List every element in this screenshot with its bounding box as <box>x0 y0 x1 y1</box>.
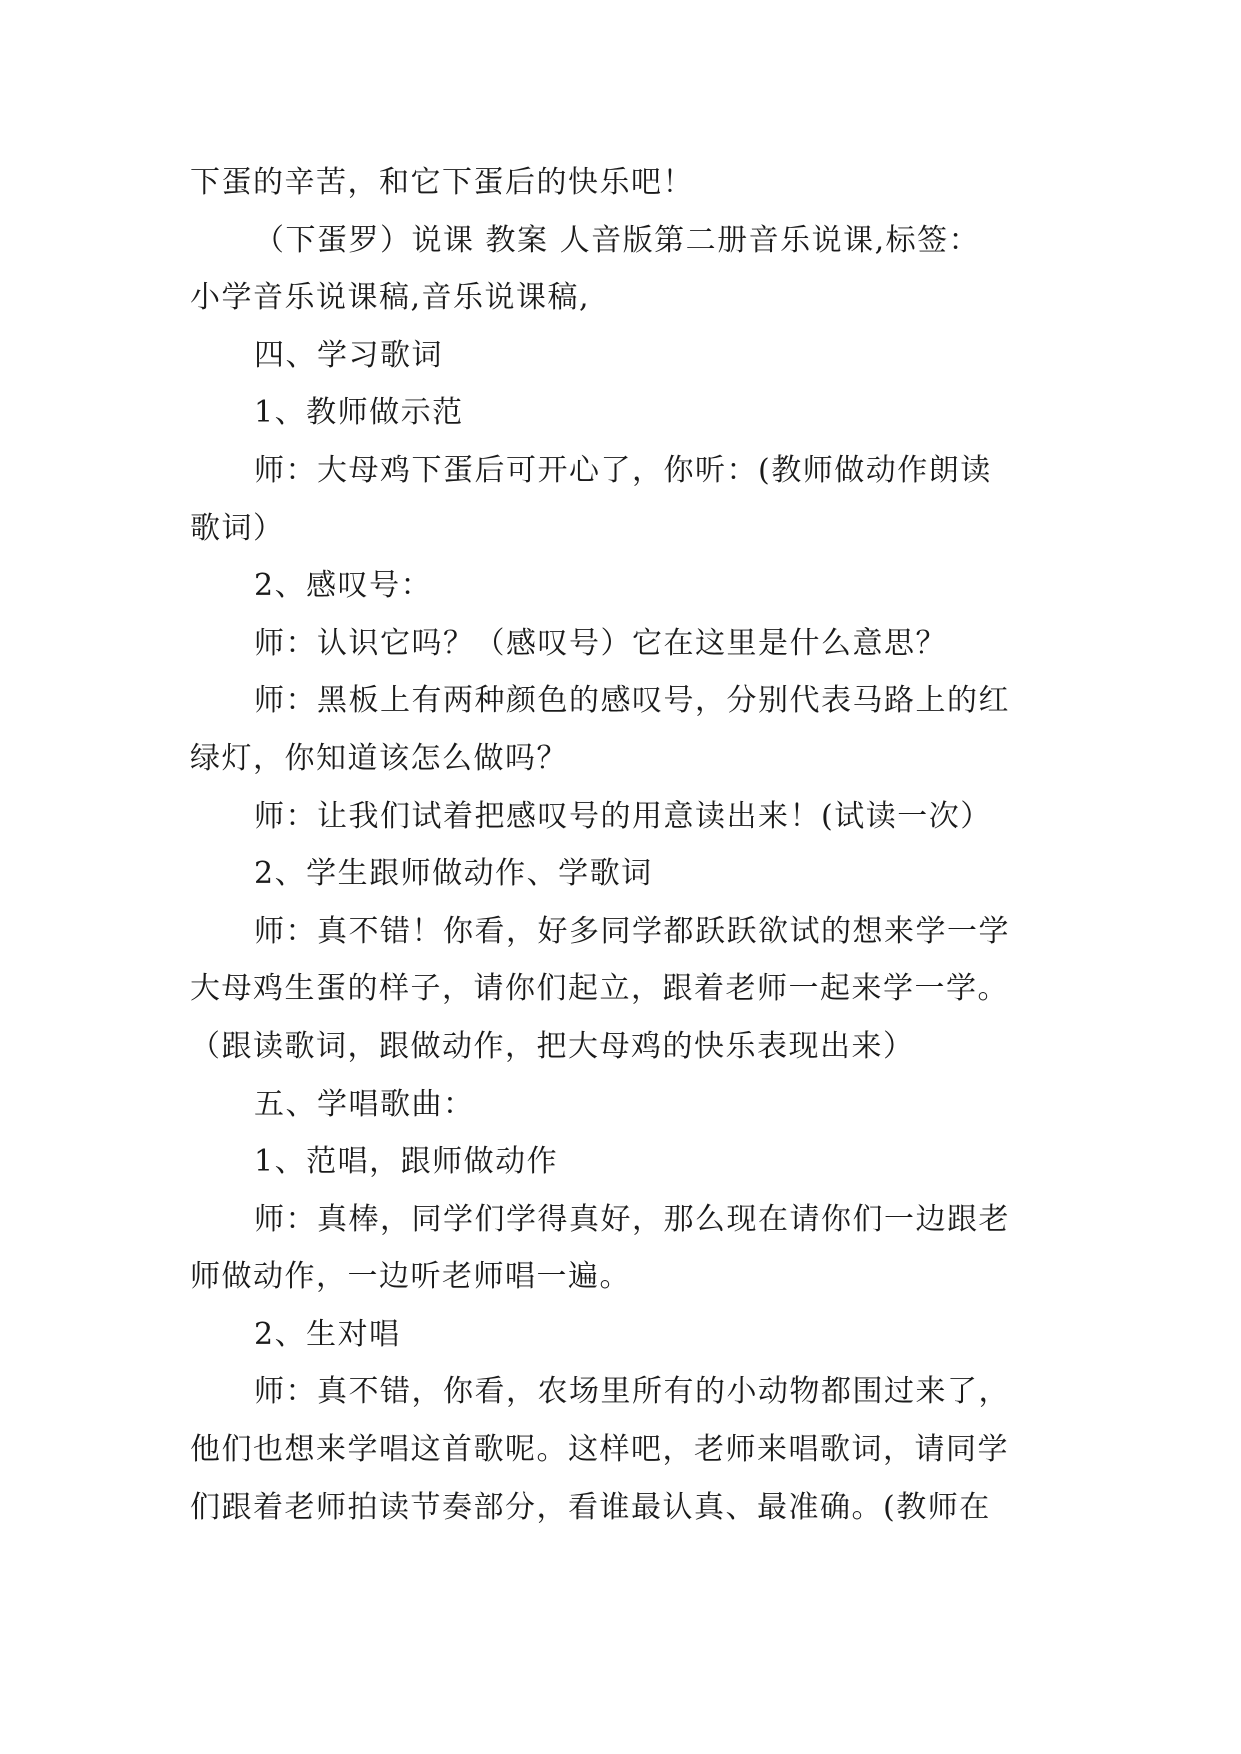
line-text: 师做动作，一边听老师唱一遍。 <box>190 1259 631 1295</box>
document-body <box>190 154 1052 1536</box>
section-heading <box>190 1076 1052 1134</box>
line-text: （跟读歌词，跟做动作，把大母鸡的快乐表现出来） <box>190 1028 915 1064</box>
text-line <box>190 1421 1052 1479</box>
text-line <box>190 672 1052 730</box>
line-text: 2、学生跟师做动作、学歌词 <box>254 856 653 892</box>
section-heading <box>190 327 1052 385</box>
line-text: （下蛋罗）说课 教案 人音版第二册音乐说课,标签： <box>254 222 981 258</box>
subsection-heading <box>190 1133 1052 1191</box>
text-line <box>190 615 1052 673</box>
text-line <box>190 212 1052 270</box>
subsection-heading <box>190 1306 1052 1364</box>
line-text: 小学音乐说课稿,音乐说课稿, <box>190 280 591 316</box>
line-text: 五、学唱歌曲： <box>254 1086 475 1122</box>
text-line <box>190 1479 1052 1537</box>
subsection-heading <box>190 557 1052 615</box>
text-line <box>190 1018 1052 1076</box>
line-text: 师：真棒，同学们学得真好，那么现在请你们一边跟老 <box>254 1201 1010 1237</box>
line-text: 师：认识它吗？（感叹号）它在这里是什么意思？ <box>254 625 947 661</box>
text-line <box>190 788 1052 846</box>
text-line <box>190 442 1052 500</box>
line-text: 师：真不错，你看，农场里所有的小动物都围过来了， <box>254 1374 1010 1410</box>
line-text: 1、教师做示范 <box>254 395 464 431</box>
text-line <box>190 154 1052 212</box>
text-line <box>190 1248 1052 1306</box>
line-text: 师：真不错！你看，好多同学都跃跃欲试的想来学一学 <box>254 913 1010 949</box>
subsection-heading <box>190 845 1052 903</box>
line-text: 四、学习歌词 <box>254 337 443 373</box>
line-text: 绿灯，你知道该怎么做吗？ <box>190 740 568 776</box>
line-text: 们跟着老师拍读节奏部分，看谁最认真、最准确。(教师在 <box>190 1489 991 1525</box>
text-line <box>190 500 1052 558</box>
text-line <box>190 1191 1052 1249</box>
text-line <box>190 269 1052 327</box>
line-text: 歌词） <box>190 510 285 546</box>
text-line <box>190 903 1052 961</box>
line-text: 师：让我们试着把感叹号的用意读出来！(试读一次） <box>254 798 992 834</box>
subsection-heading <box>190 384 1052 442</box>
text-line <box>190 960 1052 1018</box>
line-text: 2、感叹号： <box>254 568 433 604</box>
text-line <box>190 730 1052 788</box>
line-text: 下蛋的辛苦，和它下蛋后的快乐吧！ <box>190 165 694 200</box>
line-text: 师：大母鸡下蛋后可开心了，你听：(教师做动作朗读 <box>254 452 992 488</box>
line-text: 2、生对唱 <box>254 1316 401 1352</box>
text-line <box>190 1363 1052 1421</box>
line-text: 他们也想来学唱这首歌呢。这样吧，老师来唱歌词，请同学 <box>190 1432 1009 1468</box>
line-text: 1、范唱，跟师做动作 <box>254 1144 559 1180</box>
line-text: 师：黑板上有两种颜色的感叹号，分别代表马路上的红 <box>254 683 1010 719</box>
line-text: 大母鸡生蛋的样子，请你们起立，跟着老师一起来学一学。 <box>190 971 1009 1007</box>
